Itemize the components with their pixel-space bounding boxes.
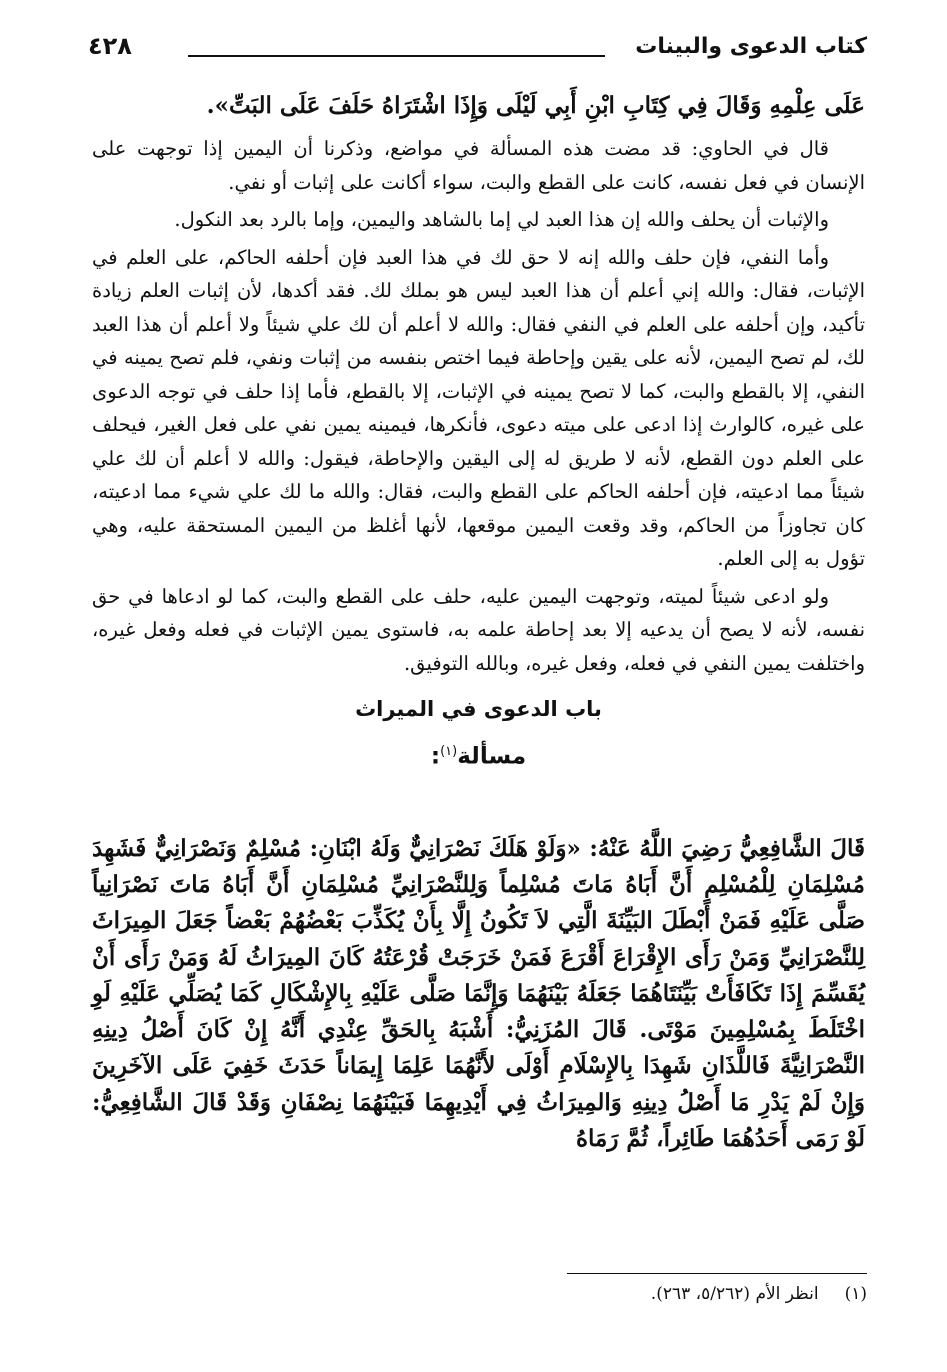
quoted-text-block: قَالَ الشَّافِعِيُّ رَضِيَ اللَّهُ عَنْهُ: «وَلَوْ هَلَكَ نَصْرَانِيٌّ وَلَهُ ابْنَانِ: مُسْلِمٌ وَنَصْرَانِيٌّ فَشَهِدَ مُسْلِمَانِ لِلْمُسْلِمِ أَنَّ أَبَاهُ مَاتَ مُسْلِماً وَلِلنَّصْرَانِيِّ مُسْلِمَانِ أَنَّ أَبَاهُ مَاتَ نَصْرَانِياً صَلَّى عَلَيْهِ فَمَنْ أَبْطَلَ البَيِّنَةَ الَّتِي لاَ تَكُونُ إِلَّا بِأَنْ يُكَذِّبَ بَعْضُهُمْ بَعْضاً جَعَلَ المِيرَاثَ لِلنَّصْرَانِيِّ وَمَنْ رَأَى الإِقْرَاعَ أَقْرَعَ فَمَنْ خَرَجَتْ قُرْعَتُهُ كَانَ المِيرَاثُ لَهُ وَمَنْ رَأَى أَنْ يُقَسِّمَ إِذَا تَكَافَأَتْ بَيِّنَتَاهُمَا جَعَلَهُ بَيْنَهُمَا وَإِنَّمَا صَلَّى عَلَيْهِ بِالإِشْكَالِ كَمَا يُصَلِّي عَلَيْهِ لَوِ اخْتَلَطَ بِمُسْلِمِينَ مَوْتَى. قَالَ المُزَنِيُّ: أَشْبَهُ بِالحَقِّ عِنْدِي أَنَّهُ إِنْ كَانَ أَصْلُ دِينِهِ النَّصْرَانِيَّةَ فَاللَّذَانِ شَهِدَا بِالإِسْلَامِ أَوْلَى لأَنَّهُمَا عَلِمَا إِيمَاناً حَدَثَ خَفِيَ عَلَى الآخَرِينَ وَإِنْ لَمْ يَدْرِ مَا أَصْلُ دِينِهِ وَالمِيرَاثُ فِي أَيْدِيهِمَا فَبَيْنَهُمَا نِصْفَانِ وَقَدْ قَالَ الشَّافِعِيُّ: لَوْ رَمَى أَحَدُهُمَا طَائِراً، ثُمَّ رَمَاهُ bbox=[92, 834, 865, 1153]
lead-line: عَلَى عِلْمِهِ وَقَالَ فِي كِتَابِ ابْنِ أَبِي لَيْلَى وَإِذَا اشْتَرَاهُ حَلَفَ عَلَى البَتِّ». bbox=[206, 92, 865, 119]
footnote-rule bbox=[567, 1273, 867, 1274]
header-rule bbox=[188, 55, 605, 57]
masala-label: مسألة bbox=[457, 743, 527, 770]
footnote-number: (١) bbox=[844, 1284, 867, 1304]
masala-heading bbox=[92, 734, 865, 775]
paragraph-1: قال في الحاوي: قد مضت هذه المسألة في مواضع، وذكرنا أن اليمين إذا توجهت على الإنسان في فعل نفسه، كانت على القطع والبت، سواء أكانت على إثبات أو نفي. bbox=[92, 137, 865, 194]
section-title: باب الدعوى في الميراث bbox=[355, 697, 602, 721]
book-title: كتاب الدعوى والبينات bbox=[635, 34, 867, 59]
paragraph-4: ولو ادعى شيئاً لميته، وتوجهت اليمين عليه، حلف على القطع والبت، كما لو ادعاها في حق نفسه، لأنه لا يصح أن يدعيه إلا بعد إحاطة علمه به، فاستوى يمين الإثبات في فعله وفعل غيره، واختلفت يمين النفي في فعله، وفعل غيره، وبالله التوفيق. bbox=[92, 584, 865, 675]
masala-footnote-ref: (١) bbox=[440, 744, 458, 759]
paragraph-2: والإثبات أن يحلف والله إن هذا العبد لي إما بالشاهد واليمين، وإما بالرد بعد النكول. bbox=[174, 208, 829, 231]
masala-colon: : bbox=[430, 743, 441, 770]
footnote-text: انظر الأم (٥/٢٦٢، ٢٦٣). bbox=[650, 1284, 819, 1304]
running-header bbox=[88, 30, 867, 80]
paragraph-3: وأما النفي، فإن حلف والله إنه لا حق لك في هذا العبد فإن أحلفه الحاكم، على العلم في الإثبات، فقال: والله إني أعلم أن هذا العبد ليس هو بملك لك. فقد أكدها، لأن إثبات العلم زيادة تأكيد، وإن أحلفه على العلم في النفي فقال: والله لا أعلم أن لك علي شيئاً ولا أعلم أن هذا العبد لك، لم تصح اليمين، لأنه على يقين وإحاطة فيما اختص بنفسه من إثبات ونفي، فلم تصح يمينه في النفي، إلا بالقطع والبت، كما لا تصح يمينه في الإثبات، إلا بالقطع، فأما إذا حلف في توجه الدعوى على غيره، كالوارث إذا ادعى على ميته دعوى، فأنكرها، فيمينه يمين نفي على فعل الغير، فيحلف على العلم دون القطع، لأنه لا طريق له إلى اليقين والإحاطة، فيقول: والله لا أعلم أن لك علي شيئاً مما ادعيته، فإن أحلفه الحاكم على القطع والبت، فقال: والله ما لك علي شيء مما ادعيته، كان تجاوزاً من الحاكم، وقد وقعت اليمين موقعها، لأنها أغلظ من اليمين المستحقة عليه، وهي تؤول به إلى العلم. bbox=[92, 245, 865, 570]
footnote bbox=[92, 1280, 867, 1308]
page-number: ٤٢٨ bbox=[88, 32, 132, 60]
main-text bbox=[92, 84, 865, 1157]
